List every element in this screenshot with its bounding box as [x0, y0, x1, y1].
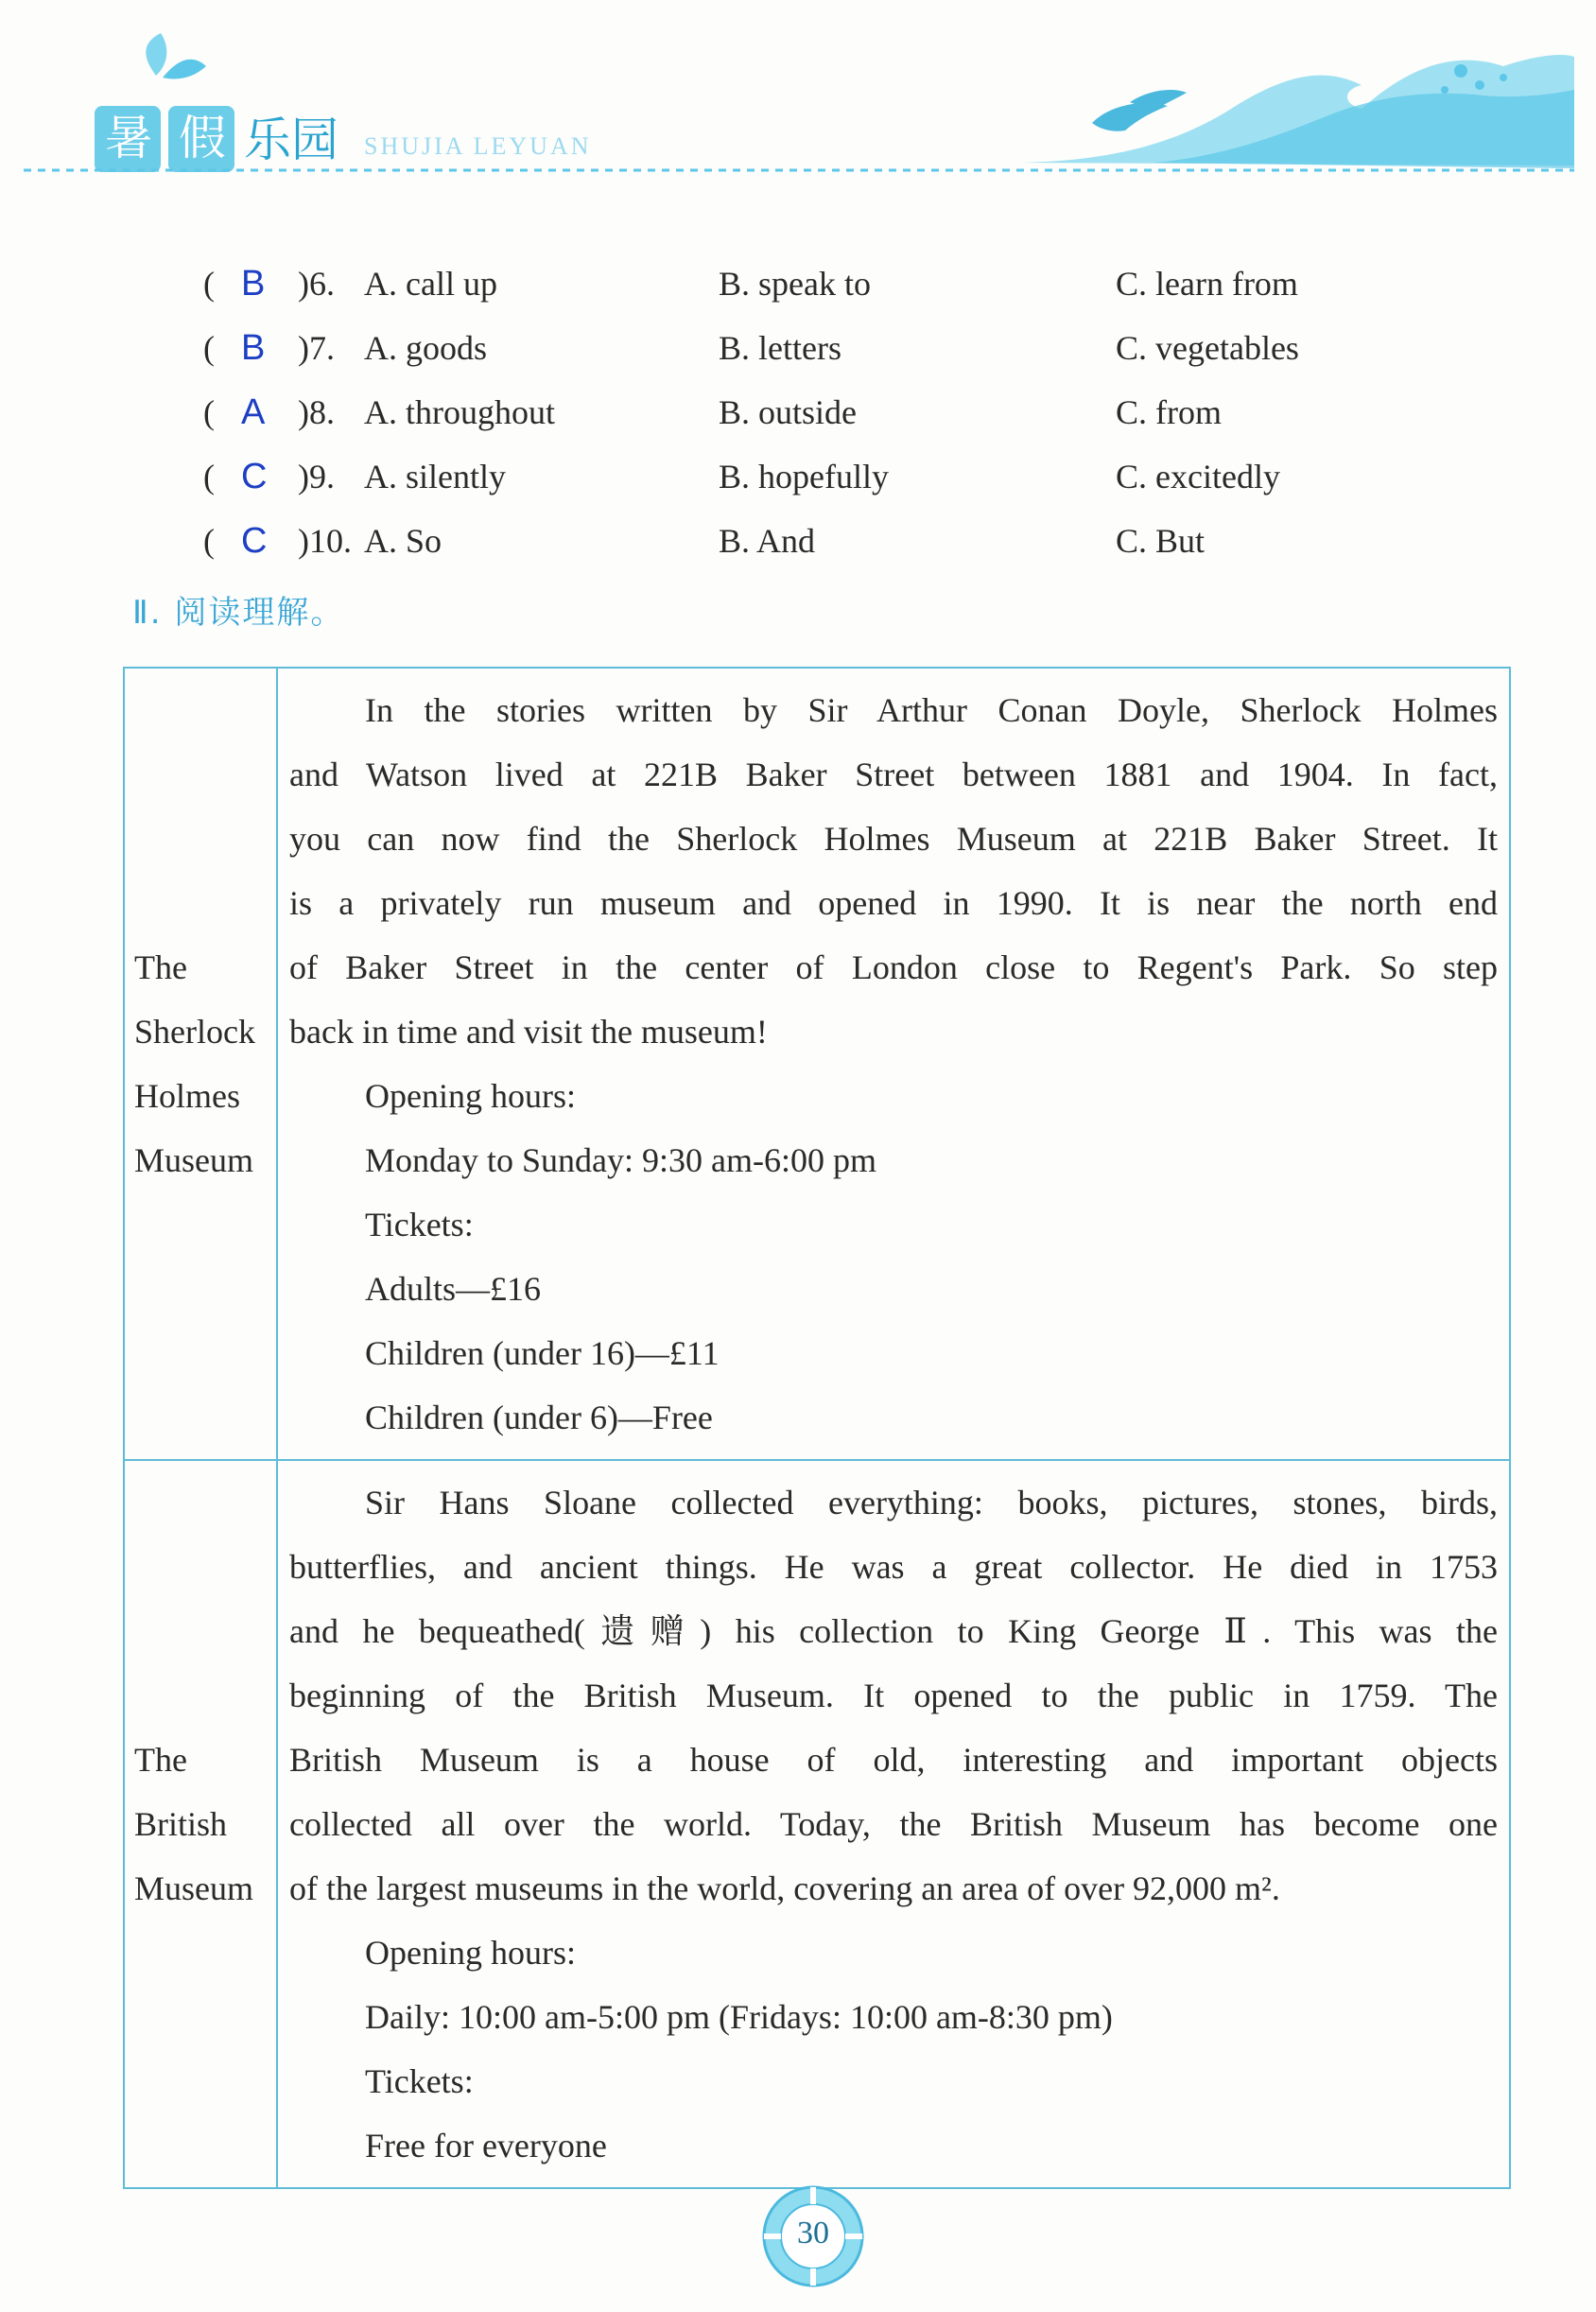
paragraph-line: beginning of the British Museum. It opened to the public in 1759. The: [289, 1677, 1498, 1714]
paragraph-line: collected all over the world. Today, the British Museum has become one: [289, 1805, 1498, 1843]
title-pinyin: SHUJIA LEYUAN: [364, 132, 592, 160]
museum-name-cell: [124, 1460, 277, 2188]
option-a-8: A. throughout: [364, 393, 555, 431]
wave-icon: [1021, 55, 1574, 168]
title-char-2: 假: [179, 111, 226, 165]
ticket-price: Children (under 6)—Free: [365, 1399, 713, 1436]
museum-description-cell: [277, 1460, 1510, 2188]
question-number-8: )8.: [298, 393, 335, 431]
ticket-price: Free for everyone: [365, 2127, 607, 2164]
question-number-10: )10.: [298, 522, 352, 560]
paren-open: (: [203, 265, 215, 303]
option-a-7: A. goods: [364, 329, 488, 367]
paragraph-line-last: of the largest museums in the world, covering an area of over 92,000 m².: [289, 1869, 1280, 1907]
option-c-6: C. learn from: [1116, 265, 1298, 303]
option-a-9: A. silently: [364, 458, 506, 495]
paren-open: (: [203, 393, 215, 431]
opening-hours-label: Opening hours:: [365, 1077, 576, 1115]
question-number-6: )6.: [298, 265, 335, 303]
answer-10: C: [241, 521, 268, 561]
option-a-6: A. call up: [364, 265, 497, 303]
table-row: [124, 668, 1510, 1460]
opening-hours-value: Monday to Sunday: 9:30 am-6:00 pm: [365, 1141, 876, 1179]
opening-hours-label: Opening hours:: [365, 1934, 576, 1972]
museum-name-line: Museum: [134, 1141, 253, 1179]
answer-9: C: [241, 457, 268, 496]
museum-name-line: The: [134, 948, 187, 986]
dolphin-icon: [1092, 90, 1187, 131]
question-row-7: [194, 320, 1423, 376]
paragraph-line: butterflies, and ancient things. He was a great collector. He died in 1753: [289, 1548, 1498, 1586]
museum-name-line: Museum: [134, 1869, 253, 1907]
option-b-10: B. And: [719, 522, 816, 560]
option-b-9: B. hopefully: [719, 458, 889, 495]
question-row-8: [194, 384, 1423, 441]
paragraph-line-last: back in time and visit the museum!: [289, 1013, 768, 1051]
paren-open: (: [203, 522, 215, 560]
paragraph-line: British Museum is a house of old, interesting and important objects: [289, 1741, 1498, 1779]
museum-name-cell: [124, 668, 277, 1460]
title-char-1: 暑: [105, 111, 152, 165]
museum-description-cell: [277, 668, 1510, 1460]
option-c-10: C. But: [1116, 522, 1206, 560]
answer-8: A: [241, 392, 266, 432]
option-a-10: A. So: [364, 522, 442, 560]
paragraph-line: you can now find the Sherlock Holmes Museum at 221B Baker Street. It: [289, 820, 1498, 858]
question-row-10: [194, 513, 1423, 569]
option-b-8: B. outside: [719, 393, 858, 431]
ticket-price: Children (under 16)—£11: [365, 1334, 720, 1372]
table-row: [124, 1460, 1510, 2188]
answer-6: B: [241, 264, 266, 304]
header-decoration: [0, 0, 1596, 189]
museum-name-line: British: [134, 1805, 228, 1843]
question-row-9: [194, 448, 1423, 505]
page-header: [0, 0, 1596, 189]
paragraph-line: and Watson lived at 221B Baker Street between 1881 and 1904. In fact,: [289, 756, 1498, 793]
question-number-9: )9.: [298, 458, 335, 495]
museum-name-line: Holmes: [134, 1077, 240, 1115]
option-b-7: B. letters: [719, 329, 841, 367]
page-number-badge: [756, 2180, 870, 2293]
ticket-price: Adults—£16: [365, 1270, 542, 1308]
question-row-6: [194, 255, 1423, 312]
paragraph-line: In the stories written by Sir Arthur Conan Doyle, Sherlock Holmes: [365, 691, 1498, 729]
paragraph-line: is a privately run museum and opened in 1990. It is near the north end: [289, 884, 1498, 922]
section-title: Ⅱ. 阅读理解。: [132, 594, 345, 632]
museum-name-line: Sherlock: [134, 1013, 255, 1051]
paren-open: (: [203, 458, 215, 495]
option-c-7: C. vegetables: [1116, 329, 1299, 367]
question-number-7: )7.: [298, 329, 335, 367]
paragraph-line: and he bequeathed(遗赠) his collection to King George Ⅱ. This was the: [289, 1612, 1498, 1650]
option-c-8: C. from: [1116, 393, 1222, 431]
leaf-icon: [146, 33, 206, 79]
option-c-9: C. excitedly: [1116, 458, 1280, 495]
answer-7: B: [241, 328, 266, 368]
title-char-3: 乐园: [244, 113, 338, 167]
opening-hours-value: Daily: 10:00 am-5:00 pm (Fridays: 10:00 am-8:30 pm): [365, 1998, 1113, 2036]
option-b-6: B. speak to: [719, 265, 871, 303]
museum-table: [123, 667, 1511, 2189]
tickets-label: Tickets:: [365, 2062, 474, 2100]
tickets-label: Tickets:: [365, 1206, 474, 1243]
page-number: 30: [797, 2216, 829, 2251]
paren-open: (: [203, 329, 215, 367]
paragraph-line: Sir Hans Sloane collected everything: books, pictures, stones, birds,: [365, 1484, 1498, 1521]
museum-name-line: The: [134, 1741, 187, 1779]
paragraph-line: of Baker Street in the center of London close to Regent's Park. So step: [289, 948, 1498, 986]
